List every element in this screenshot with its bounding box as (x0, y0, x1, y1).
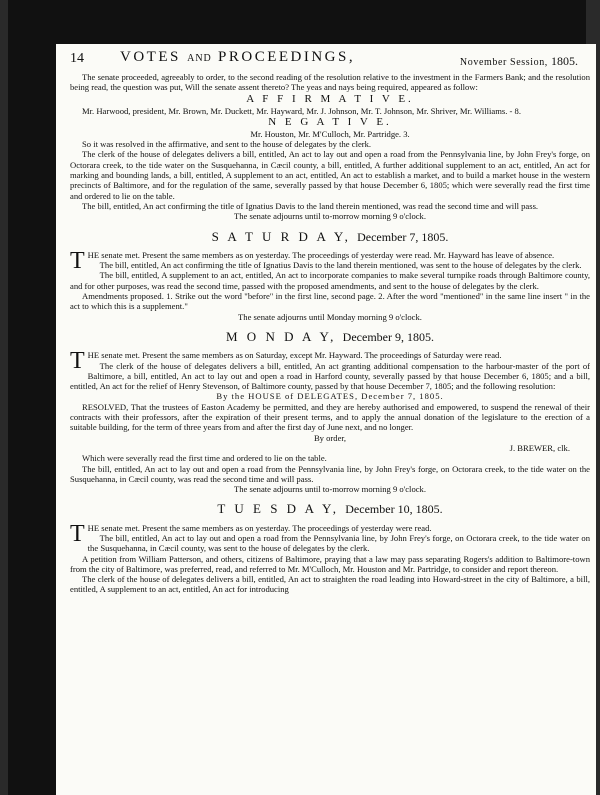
paragraph: The bill, entitled, An act confirming the title of Ignatius Davis to the land therein mentioned, was sent to the house of delegates by the clerk. (99, 260, 582, 271)
paragraph: The clerk of the house of delegates delivers a bill, entitled, An act to straighten the road leading into Howard-street in the city of Baltimore, a bill, entitled, A supplement to an act, entitled, An act for introducing (70, 574, 590, 595)
paragraph: The senate proceeded, agreeably to order, to the second reading of the resolution relative to the investment in the Farmers Bank; and the resolution being read, the question was put, Will the senate assent thereto? The yeas and nays being required, appeared as follow: (70, 72, 590, 93)
day-name: T U E S D A Y, (217, 501, 340, 517)
session-name: November Session, (459, 57, 548, 68)
document-page (56, 44, 596, 795)
page-number: 14 (70, 51, 84, 66)
paragraph: The bill, entitled, An act to lay out and open a road from the Pennsylvania line, by John Frey's forge, on Octorara creek, to the tide water on the Susquehanna, in Cæcil county, was read the second time and will pass. (70, 463, 590, 484)
paragraph: Amendments proposed. 1. Strike out the word "before" in the first line, second page. 2. After the word "mentioned" in the same line insert " in the act to which this is a supplement." (70, 291, 590, 312)
day-date: December 9, 1805. (342, 329, 434, 344)
vote-heading-negative: N E G A T I V E. (268, 115, 392, 128)
vote-heading-affirmative: A F F I R M A T I V E. (246, 92, 414, 105)
day-heading-tuesday (70, 501, 590, 517)
day-heading-monday (70, 328, 590, 344)
day-name: S A T U R D A Y, (211, 228, 351, 244)
affirmative-names: Mr. Harwood, president, Mr. Brown, Mr. Duckett, Mr. Hayward, Mr. J. Johnson, Mr. T. Johnson, Mr. Shriver, Mr. Williams. - 8. (82, 105, 522, 116)
drop-cap: T (70, 348, 85, 375)
paragraph: The clerk of the house of delegates delivers a bill, entitled, An act granting additional compensation to the harbour-master of the port of Baltimore, a bill, entitled, An act to lay out and open a road in Harford county, severally passed by that house December 6, 1805; and a bill, entitled, An act for the relief of Henry Stevenson, of Baltimore county, passed by that house December 7, 1805; and the following resolution: (70, 360, 590, 392)
page-title (120, 49, 356, 65)
title-and: AND (187, 53, 212, 64)
paragraph-text: HE senate met. Present the same members as on Saturday, except Mr. Hayward. The proceedings of Saturday were read. (87, 350, 502, 361)
paragraph: The clerk of the house of delegates delivers a bill, entitled, An act to lay out and open a road from the Pennsylvania line, by John Frey's forge, on Octorara creek, to the tide water on the Susquehanna, in Cæcil county, a bill, entitled, A further additional supplement to an act, entitled, An act for marking and bounding lands, a bill, entitled, A supplement to an act, entitled, An act to establish a market, and to build a market house in the western precincts of Baltimore, and for the regulation of the same, severally passed by that house December 6, 1805; which were severally read the first time and ordered to lie on the table. (70, 149, 590, 201)
drop-cap: T (70, 520, 85, 547)
paragraph: So it was resolved in the affirmative, and sent to the house of delegates by the clerk. (82, 139, 372, 150)
paragraph: A petition from William Patterson, and others, citizens of Baltimore, praying that a law may pass separating Rogers's addition to Baltimore-town from the city of Baltimore, was preferred, read, and referred to Mr. M'Culloch, Mr. Houston and Mr. Partridge, to consider and report thereon. (70, 553, 590, 574)
paragraph: The bill, entitled, An act confirming the title of Ignatius Davis to the land therein mentioned, was read the second time and will pass. (82, 200, 539, 211)
adjournment: The senate adjourns until Monday morning 9 o'clock. (238, 311, 422, 322)
session-label (460, 56, 578, 68)
paragraph: Which were severally read the first time and ordered to lie on the table. (82, 453, 327, 464)
paragraph (70, 348, 590, 375)
day-date: December 7, 1805. (357, 229, 449, 244)
by-order: By order, (313, 432, 347, 443)
paragraph: The bill, entitled, An act to lay out and open a road from the Pennsylvania line, by John Frey's forge, on Octorara creek, to the tide water on the Susquehanna, in Cæcil county, was sent to the house of delegates by the clerk. (87, 532, 590, 554)
adjournment: The senate adjourns until to-morrow morning 9 o'clock. (234, 484, 426, 495)
negative-names: Mr. Houston, Mr. M'Culloch, Mr. Partridge. 3. (250, 128, 410, 139)
day-name: M O N D A Y, (226, 328, 337, 344)
page-content (70, 49, 590, 595)
title-proceedings: PROCEEDINGS, (218, 49, 356, 65)
paragraph: The bill, entitled, A supplement to an act, entitled, An act to incorporate companies to make several turnpike roads through Baltimore county, and for other purposes, was read the second time, passed with the proposed amendments, and sent to the house of delegates by the clerk. (70, 270, 590, 291)
scan-frame (8, 0, 590, 795)
drop-cap: T (70, 247, 85, 274)
paragraph-text: HE senate met. Present the same members as on yesterday. The proceedings of yesterday were read. Mr. Hayward has leave of absence. (87, 249, 555, 260)
resolution: RESOLVED, That the trustees of Easton Academy be permitted, and they are hereby authorised and empowered, to suspend the renewal of their contracts with their professors, after the expiration of their present terms, and to apply the annual donation of the legislature to the erection of a suitable building, for the term of three years from and after the first day of June next, and no longer. (70, 401, 590, 433)
adjournment: The senate adjourns until to-morrow morning 9 o'clock. (234, 211, 426, 222)
title-votes: VOTES (120, 49, 181, 65)
running-header (70, 49, 590, 72)
house-of-delegates-heading: By the HOUSE of DELEGATES, December 7, 1805. (216, 391, 444, 402)
clerk-signature: J. BREWER, clk. (509, 442, 570, 453)
paragraph-text: HE senate met. Present the same members as on yesterday. The proceedings of yesterday were read. (87, 522, 432, 533)
session-year: 1805. (551, 54, 578, 68)
day-date: December 10, 1805. (345, 502, 443, 517)
day-heading-saturday (70, 228, 590, 244)
